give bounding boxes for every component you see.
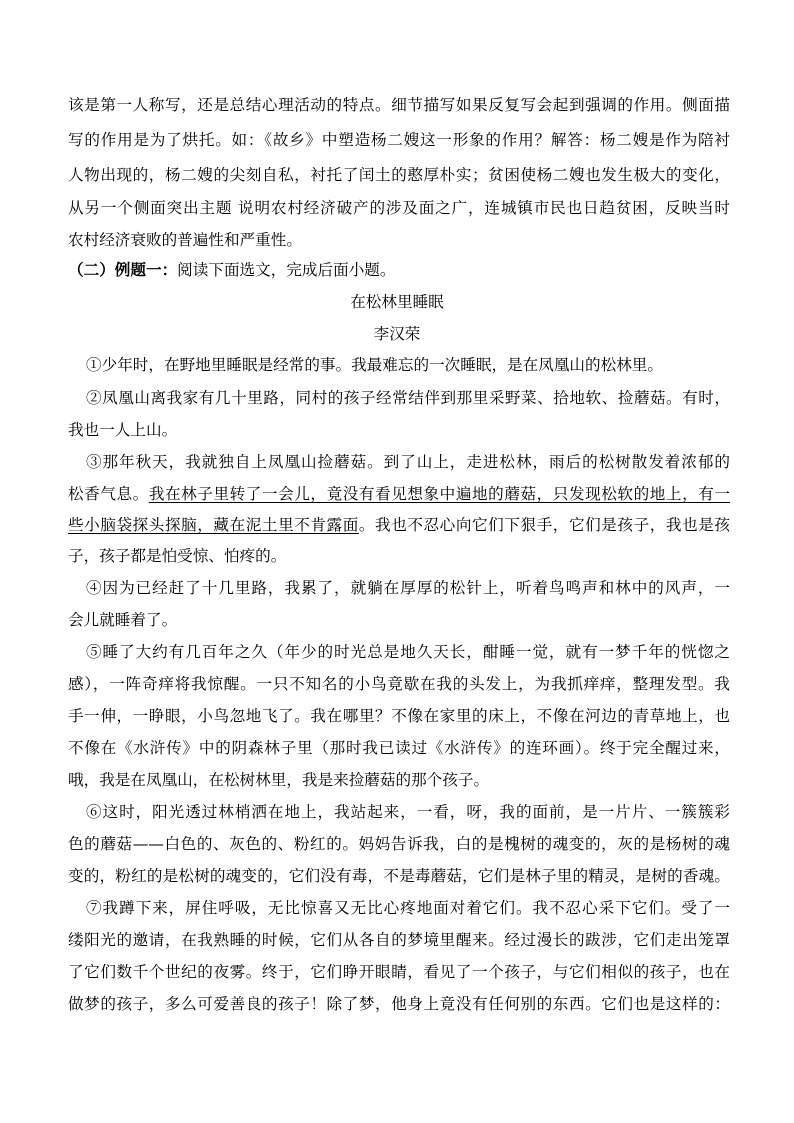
underlined-sentence: 些小脑袋探头探脑，藏在泥土里不肯露面 <box>68 516 359 534</box>
paragraph-6-line: 变的，粉红的是松树的魂变的，它们没有毒，不是毒蘑菇，它们是林子里的精灵，是树的香魂。 <box>68 867 730 885</box>
paragraph-2-line: 我也一人上山。 <box>68 421 178 439</box>
article-author: 李汉荣 <box>373 325 421 343</box>
paragraph-1-line: ①少年时，在野地里睡眠是经常的事。我最难忘的一次睡眠，是在凤凰山的松林里。 <box>86 356 663 374</box>
paragraph-7-line: 了它们数千个世纪的夜雾。终于，它们睁开眼睛，看见了一个孩子，与它们相似的孩子，也在 <box>68 963 730 981</box>
paragraph-7-line: ⑦我蹲下来，屏住呼吸，无比惊喜又无比心疼地面对着它们。我不忍心采下它们。受了一 <box>86 899 730 917</box>
paragraph-4-line: 会儿就睡着了。 <box>68 611 178 629</box>
paragraph-6-line: 色的蘑菇——白色的、灰色的、粉红的。妈妈告诉我，白的是槐树的魂变的，灰的是杨树的魂 <box>68 835 730 853</box>
paragraph-3-line: ③那年秋天，我就独自上凤凰山捡蘑菇。到了山上，走进松林，雨后的松树散发着浓郁的 <box>86 453 730 471</box>
paragraph-4-line: ④因为已经赶了十几里路，我累了，就躺在厚厚的松针上，听着鸟鸣声和林中的风声，一 <box>86 579 730 597</box>
intro-line: 从另一个侧面突出主题 说明农村经济破产的涉及面之广，连城镇市民也日趋贫困，反映当时 <box>68 199 730 217</box>
intro-line: 人物出现的，杨二嫂的尖刻自私，衬托了闰土的憨厚朴实；贫困使杨二嫂也发生极大的变化， <box>68 166 730 184</box>
section-heading <box>68 257 730 283</box>
intro-line: 农村经济衰败的普遍性和严重性。 <box>68 231 302 249</box>
paragraph-3-line <box>68 512 730 538</box>
paragraph-5-line: 哦，我是在凤凰山，在松树林里，我是来捡蘑菇的那个孩子。 <box>68 771 490 789</box>
intro-line: 该是第一人称写，还是总结心理活动的特点。细节描写如果反复写会起到强调的作用。侧面描 <box>68 96 730 114</box>
paragraph-7-line: 缕阳光的邀请，在我熟睡的时候，它们从各自的梦境里醒来。经过漫长的跋涉，它们走出笼罩 <box>68 931 730 949</box>
paragraph-2-line: ②凤凰山离我家有几十里路，同村的孩子经常结伴到那里采野菜、拾地软、捡蘑菇。有时， <box>86 389 730 407</box>
paragraph-5-line: 手一伸，一睁眼，小鸟忽地飞了。我在哪里？不像在家里的床上，不像在河边的青草地上，也 <box>68 707 730 725</box>
article-title: 在松林里睡眠 <box>350 293 444 311</box>
paragraph-3-line <box>68 481 730 507</box>
underlined-sentence: 我在林子里转了一会儿，竟没有看见想象中遍地的蘑菇，只发现松软的地上，有一 <box>148 485 730 503</box>
paragraph-5-line: 不像在《水浒传》中的阴森林子里（那时我已读过《水浒传》的连环画）。终于完全醒过来， <box>68 739 730 757</box>
paragraph-7-line: 做梦的孩子，多么可爱善良的孩子！除了梦，他身上竟没有任何别的东西。它们也是这样的： <box>68 995 730 1013</box>
paragraph-5-line: 感），一阵奇痒将我惊醒。一只不知名的小鸟竟歇在我的头发上，为我抓痒痒，整理发型。我 <box>68 675 730 693</box>
paragraph-6-line: ⑥这时，阳光透过林梢洒在地上，我站起来，一看，呀，我的面前，是一片片、一簇簇彩 <box>86 803 730 821</box>
paragraph-5-line: ⑤睡了大约有几百年之久（年少的时光总是地久天长，酣睡一觉，就有一梦千年的恍惚之 <box>86 643 730 661</box>
intro-line: 写的作用是为了烘托。如：《故乡》中塑造杨二嫂这一形象的作用？解答：杨二嫂是作为陪衬 <box>68 131 730 149</box>
section-heading-label: （二）例题一： <box>68 260 178 279</box>
paragraph-3-text: 松香气息。 <box>68 485 149 503</box>
paragraph-3-text: 。我也不忍心向它们下狠手，它们是孩子，我也是孩 <box>358 516 730 534</box>
paragraph-3-line: 子，孩子都是怕受惊、怕疼的。 <box>68 547 287 565</box>
section-heading-text: 阅读下面选文，完成后面小题。 <box>177 261 396 279</box>
